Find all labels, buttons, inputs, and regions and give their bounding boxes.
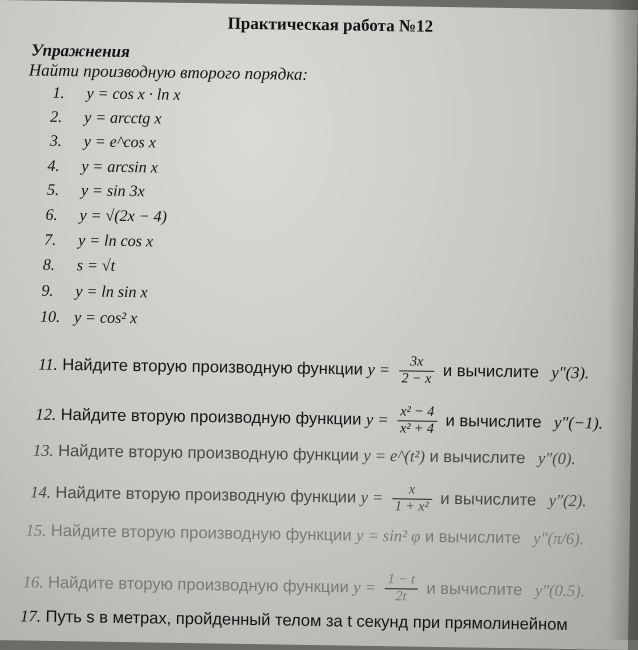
exercise-item: 6. y = √(2x − 4) [45, 206, 167, 226]
page-title: Практическая работа №12 [227, 13, 434, 36]
fraction: $\frac{3x}{2 - x}$ [398, 354, 434, 388]
fraction: $\frac{x}{\text{1 + x²}}$ [392, 482, 432, 516]
exercise-item: 2. y = arcctg x [50, 108, 162, 128]
section-heading: Упражнения [31, 40, 130, 62]
fraction: $\frac{1 - t}{2t}$ [384, 572, 418, 606]
exercise-item: 5. y = sin 3x [46, 181, 145, 201]
exercise-item: 8. s = √t [42, 256, 116, 275]
exercise-item: 10. y = cos² x [39, 308, 138, 328]
problem-14: 14. Найдите вторую производную функции y = $\frac{x}{\text{1 + x²}}$ и вычислите y″(2). [30, 482, 587, 515]
task-instruction: Найти производную второго порядка: [28, 60, 309, 84]
problem-11: 11. Найдите вторую производную функции y = $\frac{3x}{2 - x}$ и вычислите y″(3). [38, 354, 590, 387]
exercise-item: 1. y = cos x · ln x [52, 84, 181, 104]
page-edge-shadow [608, 0, 638, 640]
fraction: $\frac{\text{x² − 4}}{\text{x² + 4}}$ [397, 404, 437, 438]
problem-13: 13. Найдите вторую производную функции y = e^(t²) и вычислите y″(0). [32, 440, 576, 469]
problem-15: 15. Найдите вторую производную функции y = sin² φ и вычислите y″(π/6). [25, 520, 584, 549]
exercise-item: 4. y = arcsin x [47, 157, 158, 177]
exercise-item: 3. y = e^cos x [49, 132, 157, 152]
exercise-item: 9. y = ln sin x [41, 282, 148, 302]
problem-12: 12. Найдите вторую производную функции y = $\frac{\text{x² − 4}}{\text{x² + 4}}$ и вычислите y″(−1). [35, 404, 603, 437]
problem-16: 16. Найдите вторую производную функции y = $\frac{1 - t}{2t}$ и вычислите y″(0.5). [22, 572, 586, 605]
problem-17: 17. Путь s в метрах, пройденный телом за t секунд при прямолинейном [20, 606, 568, 634]
exercise-item: 7. y = ln cos x [44, 231, 154, 251]
